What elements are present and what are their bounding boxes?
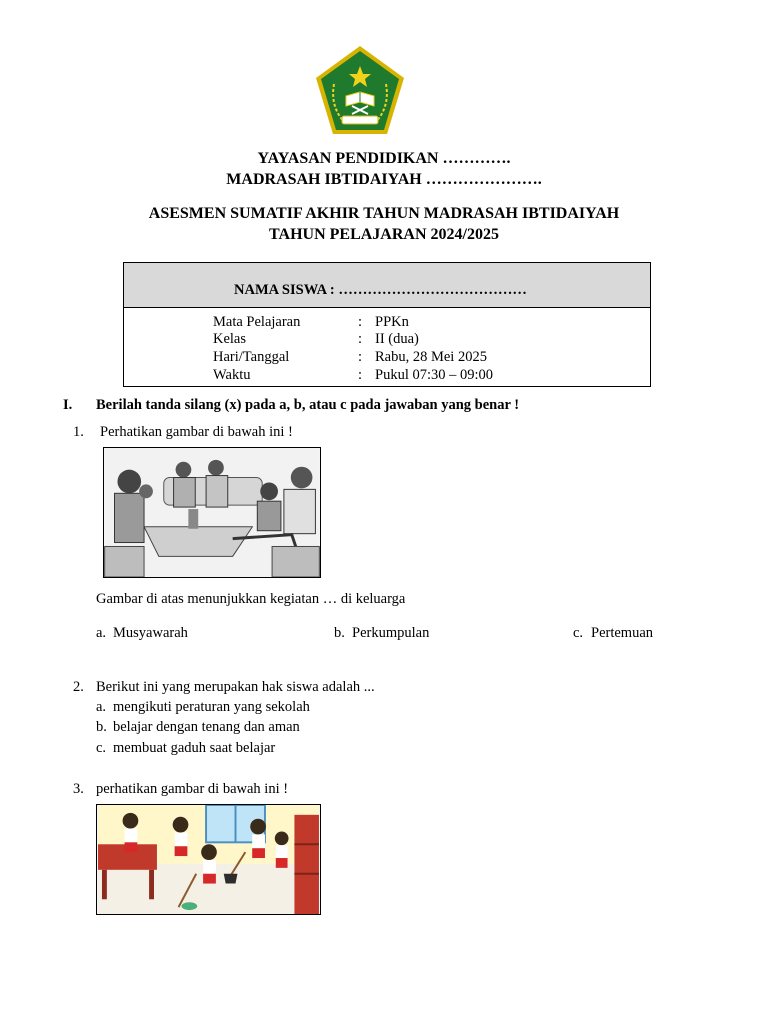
option-b[interactable]: Perkumpulan [352,625,430,641]
info-value: PPKn [375,314,409,330]
info-label: Waktu [213,367,251,383]
info-separator: : [358,349,363,365]
info-value: Pukul 07:30 – 09:00 [375,367,494,383]
student-name-field[interactable]: NAMA SISWA : ………………………………… [234,282,527,298]
section-instruction: Berilah tanda silang (x) pada a, b, atau c pada jawaban yang benar ! [96,397,520,413]
option-letter: b. [334,625,345,641]
option-a[interactable]: Musyawarah [113,625,188,641]
kemenag-pentagon-emblem-icon [314,44,406,138]
foundation-name: YAYASAN PENDIDIKAN …………. [257,150,511,167]
question-prompt: Berikut ini yang merupakan hak siswa adalah ... [96,679,375,695]
option-letter: c. [573,625,584,641]
option-letter: a. [96,699,107,715]
info-separator: : [358,367,363,383]
students-cleaning-classroom-illustration [96,804,321,915]
family-discussion-illustration [103,447,321,578]
info-label: Kelas [213,331,247,347]
option-letter: c. [96,740,107,756]
madrasah-name: MADRASAH IBTIDAIYAH …………………. [226,171,542,188]
question-prompt: Perhatikan gambar di bawah ini ! [100,424,293,440]
info-separator: : [358,331,363,347]
exam-title: ASESMEN SUMATIF AKHIR TAHUN MADRASAH IBTIDAIYAH [148,205,620,222]
student-name-row [124,263,650,308]
option-letter: a. [96,625,107,641]
student-info-box [123,262,651,387]
option-c[interactable]: Pertemuan [591,625,654,641]
option-c[interactable]: membuat gaduh saat belajar [113,740,276,756]
info-label: Mata Pelajaran [213,314,301,330]
info-value: II (dua) [375,331,419,347]
info-separator: : [358,314,363,330]
question-number: 3. [73,781,84,797]
option-letter: b. [96,719,107,735]
question-prompt: perhatikan gambar di bawah ini ! [96,781,289,797]
school-year: TAHUN PELAJARAN 2024/2025 [269,226,499,243]
question-number: 1. [73,424,84,440]
question-stem: Gambar di atas menunjukkan kegiatan … di keluarga [96,591,406,607]
section-number: I. [63,397,73,413]
info-label: Hari/Tanggal [213,349,290,365]
info-value: Rabu, 28 Mei 2025 [375,349,487,365]
option-a[interactable]: mengikuti peraturan yang sekolah [113,699,310,715]
option-b[interactable]: belajar dengan tenang dan aman [113,719,300,735]
question-number: 2. [73,679,84,695]
